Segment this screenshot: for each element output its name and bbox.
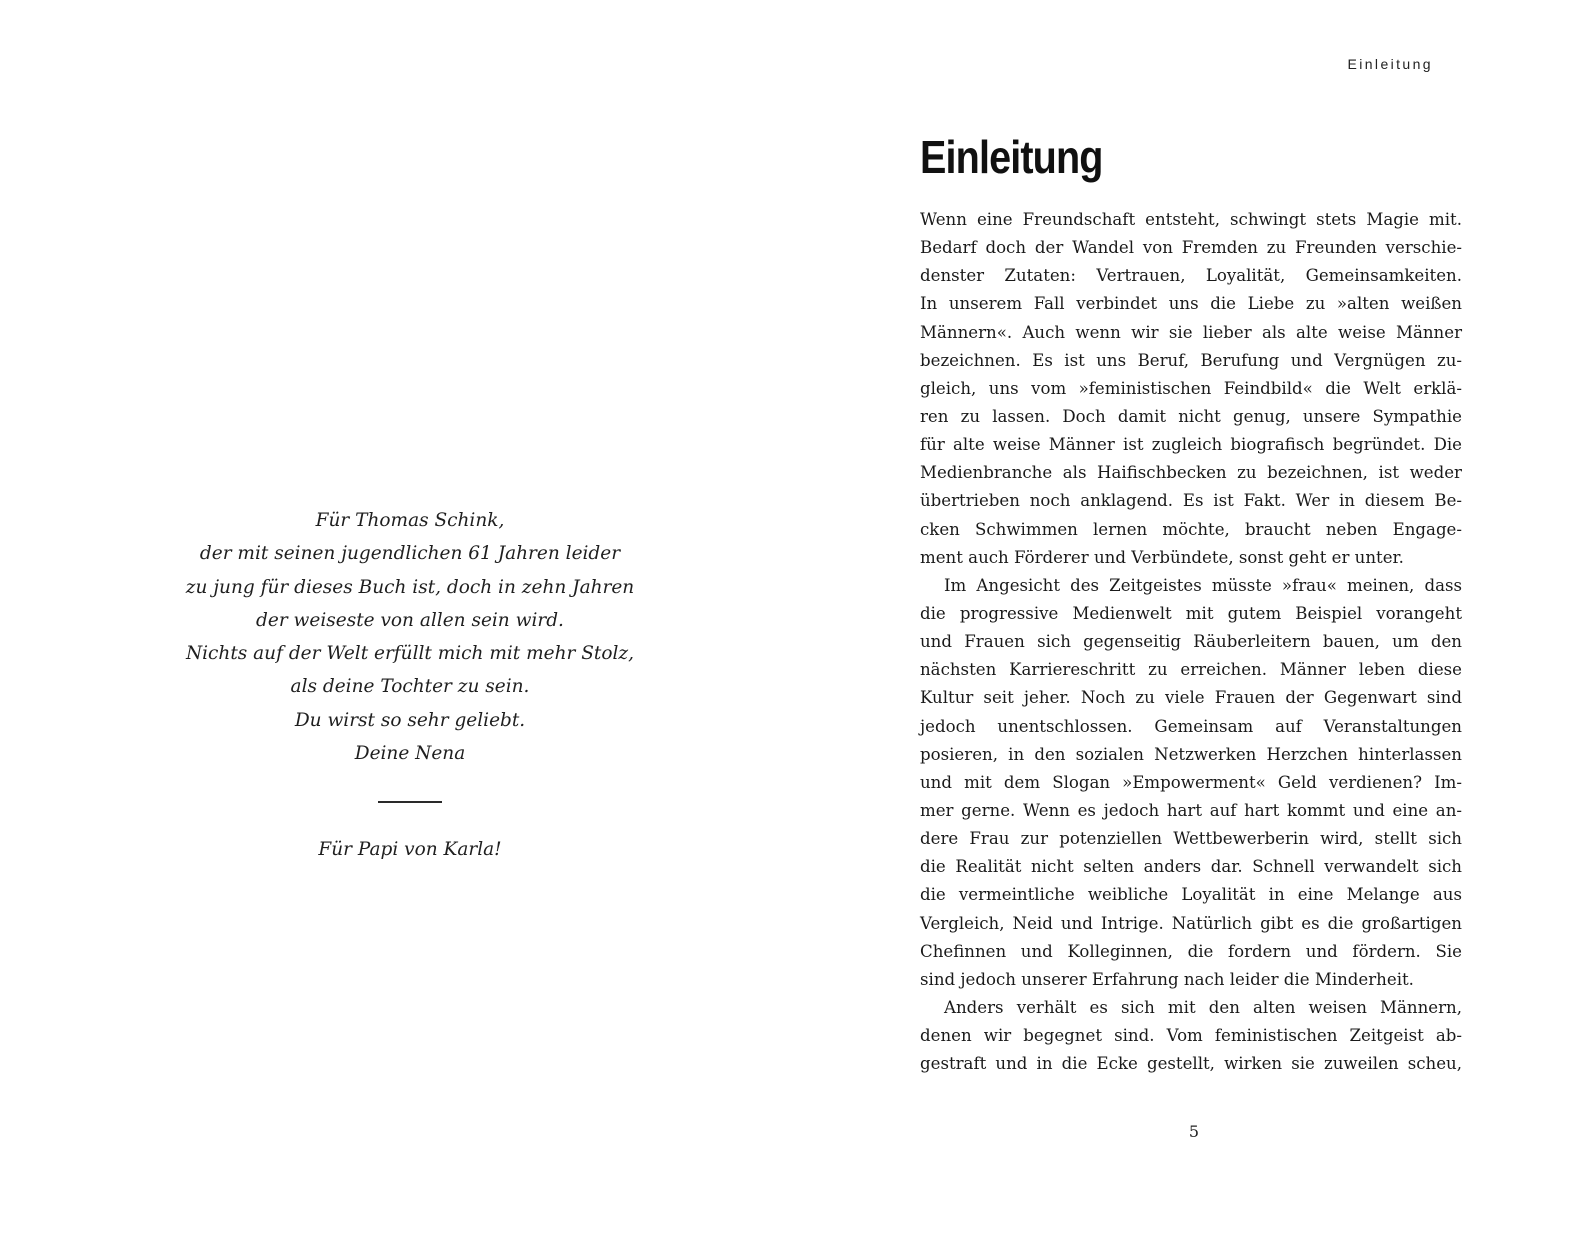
text-line: Kultur seit jeher. Noch zu viele Frauen der Gegenwart sind [920,688,1462,708]
running-head: Einleitung [1347,56,1433,72]
text-line: Chefinnen und Kolleginnen, die fordern und fördern. Sie [920,941,1462,961]
chapter-title: Einleitung [920,131,1103,183]
text-line: die vermeintliche weibliche Loyalität in eine Melange aus [920,885,1462,905]
text-line: posieren, in den sozialen Netzwerken Herzchen hinterlassen [920,744,1462,764]
dedication-divider [378,801,442,803]
text-line: die Realität nicht selten anders dar. Schnell verwandelt sich [920,857,1462,877]
text-line: dere Frau zur potenziellen Wettbewerberin wird, stellt sich [920,829,1462,849]
text-line: Vergleich, Neid und Intrige. Natürlich gibt es die großartigen [920,913,1462,933]
text-line: cken Schwimmen lernen möchte, braucht neben Engage- [920,519,1462,539]
dedication-line: der mit seinen jugendlichen 61 Jahren leider [199,543,621,565]
text-line: ment auch Förderer und Verbündete, sonst geht er unter. [920,547,1404,567]
text-line: Im Angesicht des Zeitgeistes müsste »frau« meinen, dass [944,575,1462,595]
text-line: denster Zutaten: Vertrauen, Loyalität, Gemeinsamkeiten. [920,266,1462,286]
text-line: mer gerne. Wenn es jedoch hart auf hart kommt und eine an- [920,800,1462,820]
text-line: In unserem Fall verbindet uns die Liebe zu »alten weißen [920,294,1462,314]
chapter-body [920,206,1462,1078]
text-line: jedoch unentschlossen. Gemeinsam auf Veranstaltungen [920,716,1462,736]
text-line: nächsten Karriereschritt zu erreichen. Männer leben diese [920,660,1462,680]
text-line: und Frauen sich gegenseitig Räuberleitern bauen, um den [920,632,1462,652]
text-line: und mit dem Slogan »Empowerment« Geld verdienen? Im- [920,772,1462,792]
dedication-line: als deine Tochter zu sein. [290,676,530,698]
text-line: Medienbranche als Haifischbecken zu bezeichnen, ist weder [920,463,1462,483]
dedication-line: Du wirst so sehr geliebt. [294,709,526,731]
text-line: gleich, uns vom »feministischen Feindbild« die Welt erklä- [920,378,1462,398]
text-line: Wenn eine Freundschaft entsteht, schwingt stets Magie mit. [920,210,1462,229]
text-line: Männern«. Auch wenn wir sie lieber als alte weise Männer [920,322,1462,342]
second-dedication: Für Papi von Karla! [318,838,502,860]
dedication-block [160,504,660,866]
text-line: Bedarf doch der Wandel von Fremden zu Freunden verschie- [920,238,1462,258]
text-line: denen wir begegnet sind. Vom feministischen Zeitgeist ab- [920,1026,1462,1046]
text-line: ren zu lassen. Doch damit nicht genug, unsere Sympathie [920,406,1462,426]
text-line: übertrieben noch anklagend. Es ist Fakt. Wer in diesem Be- [920,491,1462,511]
text-line: die progressive Medienwelt mit gutem Beispiel vorangeht [920,603,1462,623]
text-line: gestraft und in die Ecke gestellt, wirken sie zuweilen scheu, [920,1054,1462,1074]
dedication-line: der weiseste von allen sein wird. [256,609,564,631]
text-line: für alte weise Männer ist zugleich biografisch begründet. Die [920,435,1462,455]
dedication-signature: Deine Nena [354,743,466,765]
text-line: sind jedoch unserer Erfahrung nach leider die Minderheit. [920,969,1414,989]
dedication-line: Für Thomas Schink, [315,510,505,531]
page-number: 5 [1188,1122,1200,1141]
dedication-line: zu jung für dieses Buch ist, doch in zehn Jahren [185,576,635,598]
dedication-line: Nichts auf der Welt erfüllt mich mit mehr Stolz, [185,643,635,665]
text-line: Anders verhält es sich mit den alten weisen Männern, [944,997,1462,1017]
text-line: bezeichnen. Es ist uns Beruf, Berufung und Vergnügen zu- [920,350,1462,370]
